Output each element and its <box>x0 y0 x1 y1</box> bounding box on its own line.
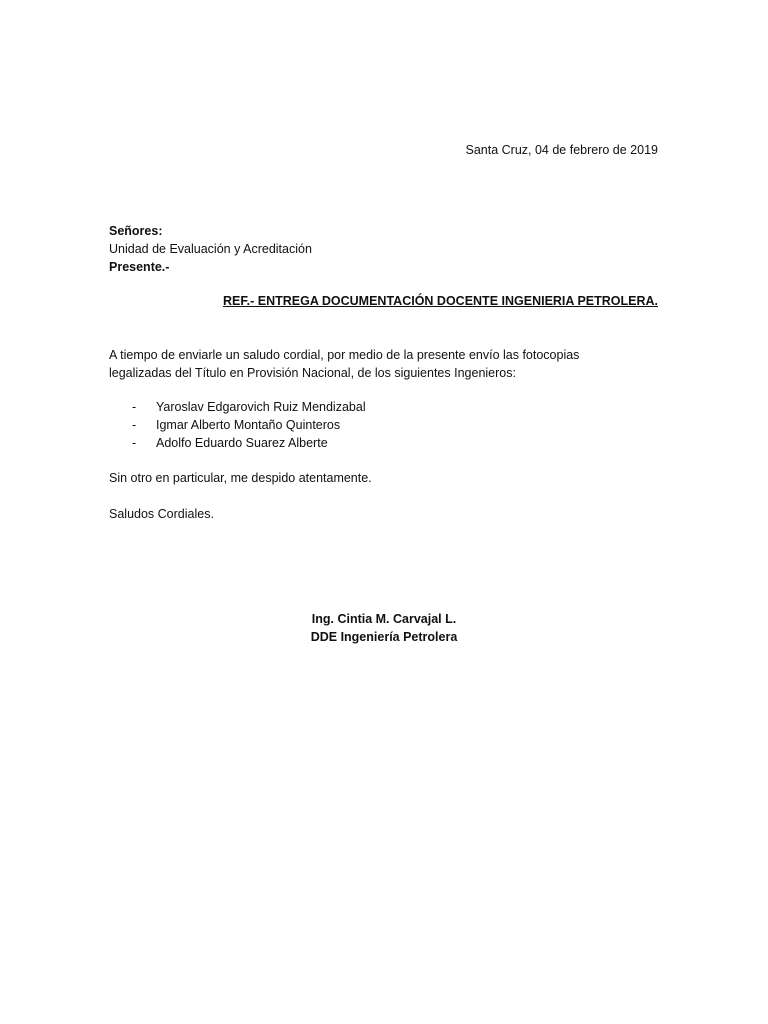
engineer-name: Adolfo Eduardo Suarez Alberte <box>156 436 328 450</box>
body-line-1: A tiempo de enviarle un saludo cordial, por medio de la presente envío las fotocopias <box>109 348 580 362</box>
addressee-block <box>109 222 312 276</box>
list-dash: - <box>132 436 137 450</box>
engineer-name: Igmar Alberto Montaño Quinteros <box>156 418 341 432</box>
body-paragraph <box>109 346 669 382</box>
closing-line: Sin otro en particular, me despido atentamente. <box>109 471 372 485</box>
list-dash: - <box>132 418 137 432</box>
addressee-unit: Unidad de Evaluación y Acreditación <box>109 242 312 256</box>
list-item <box>109 416 366 434</box>
engineer-name: Yaroslav Edgarovich Ruiz Mendizabal <box>156 400 366 414</box>
greeting-line: Saludos Cordiales. <box>109 507 214 521</box>
date-line: Santa Cruz, 04 de febrero de 2019 <box>465 143 658 157</box>
signature-name: Ing. Cintia M. Carvajal L. <box>311 612 457 626</box>
body-line-2: legalizadas del Título en Provisión Nacional, de los siguientes Ingenieros: <box>109 366 516 380</box>
list-item <box>109 398 366 416</box>
list-dash: - <box>132 400 137 414</box>
engineer-list <box>109 398 366 452</box>
signature-title: DDE Ingeniería Petrolera <box>310 630 458 644</box>
reference-line: REF.- ENTREGA DOCUMENTACIÓN DOCENTE INGENIERIA PETROLERA. <box>223 294 658 308</box>
list-item <box>109 434 366 452</box>
addressee-salutation: Señores: <box>109 224 163 238</box>
addressee-presente: Presente.- <box>109 260 170 274</box>
signature-block <box>0 610 768 646</box>
